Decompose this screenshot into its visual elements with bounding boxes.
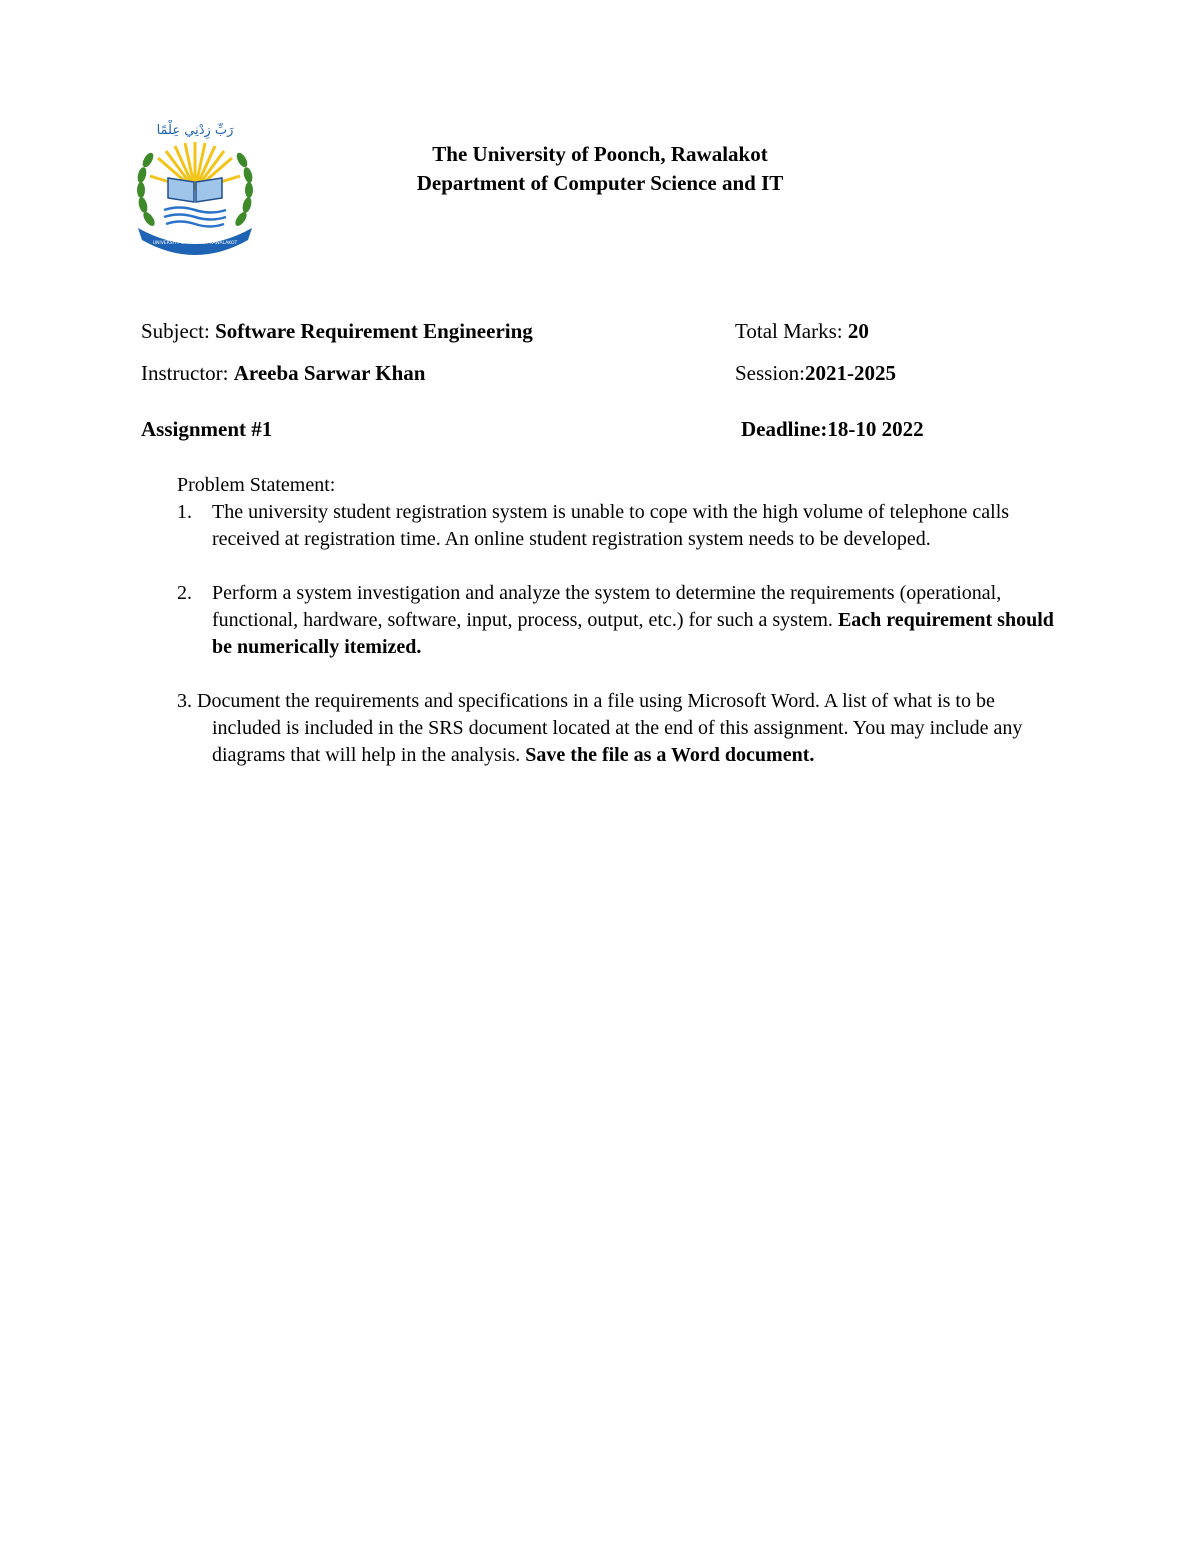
subject-value: Software Requirement Engineering: [215, 319, 533, 343]
document-heading: [300, 140, 900, 198]
total-marks-value: 20: [847, 319, 869, 343]
total-marks-field: [735, 318, 869, 344]
item-emphasis: Each requirement should be numerically itemized.: [212, 609, 1054, 658]
item-text: Perform a system investigation and analyze the system to determine the requirements (operational, functional, hardware, software, input, process, output, etc.) for such a system.: [212, 582, 1002, 631]
item-number: 1.: [177, 501, 192, 523]
item-text: Document the requirements and specifications in a file using Microsoft Word. A list of what is to be included is included in the SRS document located at the end of this assignment. You may include any diagrams that will help in the analysis.: [197, 690, 1023, 766]
session-field: [735, 360, 896, 386]
instructor-field: [141, 360, 425, 386]
item-emphasis: Save the file as a Word document.: [525, 744, 815, 766]
instructor-label: Instructor:: [141, 361, 234, 385]
item-number: 3.: [177, 690, 192, 712]
problem-item-3: [177, 688, 1067, 769]
water-waves: [164, 208, 226, 227]
university-name: The University of Poonch, Rawalakot: [432, 142, 768, 166]
problem-item-2: [177, 580, 1067, 661]
subject-field: [141, 318, 533, 344]
item-text: The university student registration system is unable to cope with the high volume of telephone calls received at registration time. An online student registration system needs to be developed.: [212, 501, 1010, 550]
logo-motto: رَبِّ زِدْنِي عِلْمًا: [156, 123, 234, 138]
ribbon-text: UNIVERSITY OF POONCH RAWALAKOT: [152, 241, 238, 246]
university-logo: [130, 120, 260, 255]
problem-statement: [177, 472, 1067, 769]
total-marks-label: Total Marks:: [735, 319, 848, 343]
sun-rays: [150, 142, 240, 190]
assignment-number: Assignment #1: [141, 417, 273, 441]
instructor-value: Areeba Sarwar Khan: [233, 361, 426, 385]
subject-label: Subject:: [141, 319, 216, 343]
session-value: 2021-2025: [805, 361, 897, 385]
deadline: Deadline:18-10 2022: [741, 417, 924, 441]
problem-item-1: [177, 499, 1067, 553]
department-name: Department of Computer Science and IT: [416, 171, 784, 195]
problem-title: Problem Statement:: [177, 474, 336, 496]
item-number: 2.: [177, 582, 192, 604]
session-label: Session:: [735, 361, 806, 385]
